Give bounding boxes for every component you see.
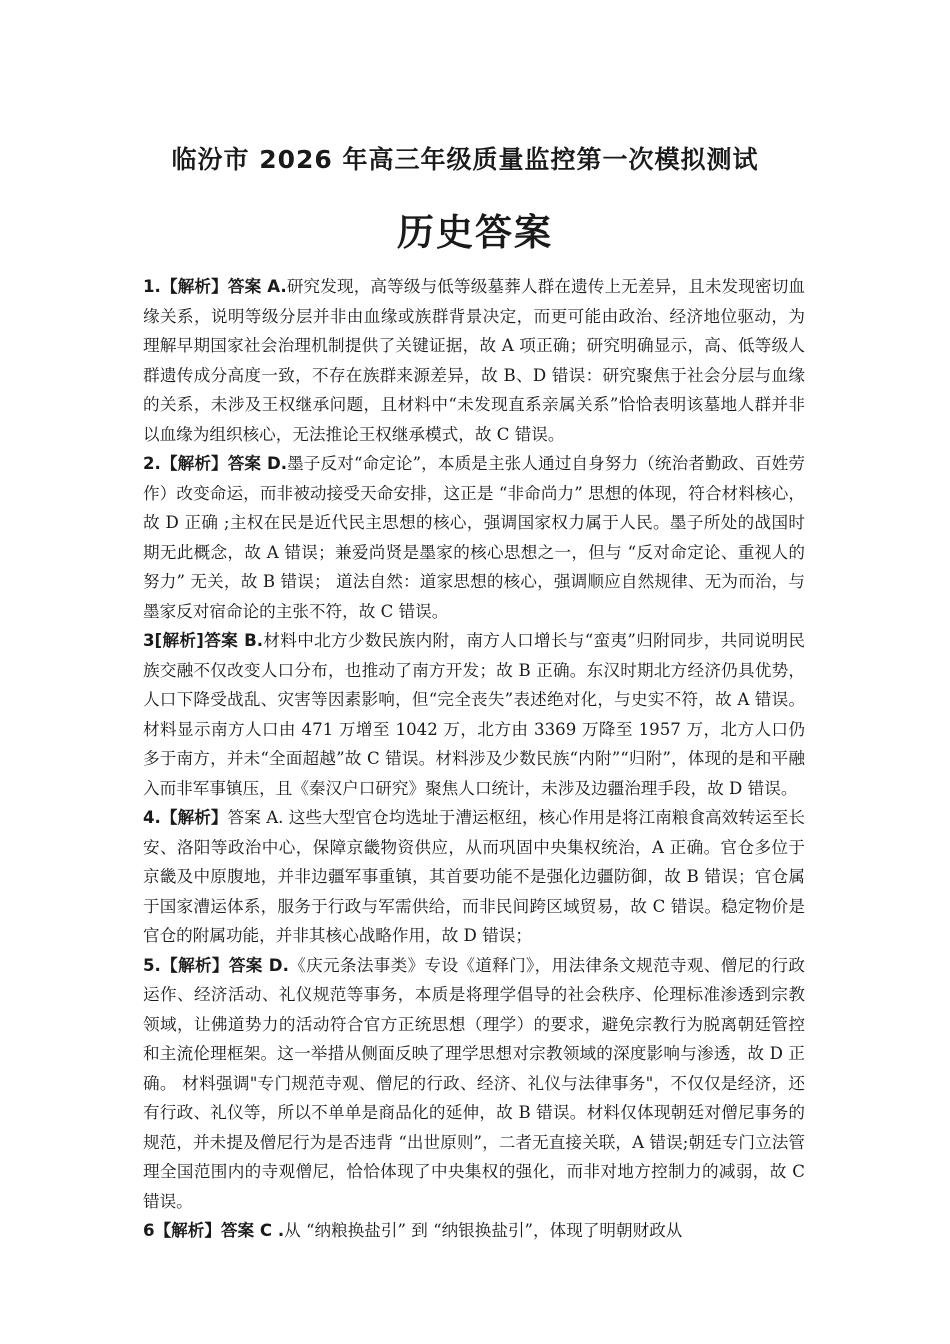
answer-number: 6	[143, 1221, 155, 1240]
answer-label: 答案 A.	[227, 277, 287, 296]
analysis-tag: 【解析】	[160, 955, 229, 975]
document-header	[0, 140, 950, 256]
answer-text: 墨子反对“命定论”，本质是主张人通过自身努力（统治者勤政、百姓劳作）改变命运，而非被动接受天命安排，这正是 “非命尚力” 思想的体现，符合材料核心，故 D 正确 ;主权在民是近代民主思想的核心，强调国家权力属于人民。墨子所处的战国时期无此概念，故 A 错误；兼爱尚贤是墨家的核心思想之一，但与 “反对命定论、重视人的努力” 无关，故 B 错误； 道法自然：道家思想的核心，强调顺应自然规律、无为而治，与墨家反对宿命论的主张不符，故 C 错误。	[143, 454, 806, 621]
answer-text: 研究发现，高等级与低等级墓葬人群在遗传上无差异，且未发现密切血缘关系，说明等级分层并非由血缘或族群背景决定，而更可能由政治、经济地位驱动，为理解早期国家社会治理机制提供了关键证据，故 A 项正确；研究明确显示，高、低等级人群遗传成分高度一致，不存在族群来源差异，故 B、D 错误：研究聚焦于社会分层与血缘的关系，未涉及王权继承问题，且材料中“未发现直系亲属关系”恰恰表明该墓地人群并非以血缘为组织核心，无法推论王权继承模式，故 C 错误。	[143, 277, 806, 444]
page-subtitle: 历史答案	[397, 211, 553, 254]
answer-number: 5.	[143, 955, 161, 975]
analysis-tag: 【解析】	[160, 277, 228, 296]
analysis-tag: [解析]	[154, 631, 204, 650]
answer-number: 4.	[143, 808, 161, 827]
answer-number: 1.	[143, 277, 161, 296]
answer-number: 2.	[143, 454, 161, 473]
answer-label: 答案 C .	[220, 1221, 285, 1240]
answer-label: 答案 D.	[227, 454, 288, 473]
answer-list	[143, 272, 805, 1246]
answer-label: 答案 B.	[203, 631, 264, 650]
answer-number: 3	[143, 631, 155, 650]
page-title: 临汾市 2026 年高三年级质量监控第一次模拟测试	[171, 145, 759, 174]
analysis-tag: 【解析】	[160, 808, 228, 827]
answer-text: 《庆元条法事类》专设《道释门》，用法律条文规范寺观、僧尼的行政运作、经济活动、礼仪规范等事务，本质是将理学倡导的社会秩序、伦理标准渗透到宗教领域，让佛道势力的活动符合官方正统思想（理学）的要求，避免宗教行为脱离朝廷管控和主流伦理框架。这一举措从侧面反映了理学思想对宗教领域的深度影响与渗透，故 D 正确。 材料强调"专门规范寺观、僧尼的行政、经济、礼仪与法律事务"，不仅仅是经济，还有行政、礼仪等，所以不单单是商品化的延伸，故 B 错误。材料仅体现朝廷对僧尼事务的规范，并未提及僧尼行为是否违背 “出世原则”，二者无直接关联，A 错误;朝廷专门立法管理全国范围内的寺观僧尼，恰恰体现了中央集权的强化，而非对地方控制力的减弱，故 C 错误。	[143, 955, 806, 1211]
answer-text: 答案 A. 这些大型官仓均选址于漕运枢纽，核心作用是将江南粮食高效转运至长安、洛阳等政治中心，保障京畿物资供应，从而巩固中央集权统治，A 正确。官仓多位于京畿及中原腹地，并非边疆军事重镇，其首要功能不是强化边疆防御，故 B 错误；官仓属于国家漕运体系，服务于行政与军需供给，而非民间跨区域贸易，故 C 错误。稳定物价是官仓的附属功能，并非其核心战略作用，故 D 错误；	[143, 808, 806, 945]
analysis-tag: 【解析】	[160, 454, 228, 473]
answer-item	[143, 272, 805, 449]
answer-item	[143, 951, 805, 1217]
answer-item	[143, 1216, 805, 1246]
answer-item	[143, 626, 805, 803]
analysis-tag: 【解析】	[154, 1221, 221, 1240]
answer-text: 材料中北方少数民族内附，南方人口增长与“蛮夷”归附同步，共同说明民族交融不仅改变人口分布，也推动了南方开发；故 B 正确。东汉时期北方经济仍具优势，人口下降受战乱、灾害等因素影响，但“完全丧失”表述绝对化，与史实不符，故 A 错误。材料显示南方人口由 471 万增至 1042 万，北方由 3369 万降至 1957 万，北方人口仍多于南方，并未“全面超越”故 C 错误。材料涉及少数民族“内附”“归附”，体现的是和平融入而非军事镇压，且《秦汉户口研究》聚焦人口统计，未涉及边疆治理手段，故 D 错误。	[143, 631, 806, 798]
answer-item	[143, 803, 805, 951]
answer-item	[143, 449, 805, 626]
answer-label: 答案 D.	[228, 955, 289, 975]
answer-text: 从 “纳粮换盐引” 到 “纳银换盐引”，体现了明朝财政从	[284, 1221, 683, 1240]
